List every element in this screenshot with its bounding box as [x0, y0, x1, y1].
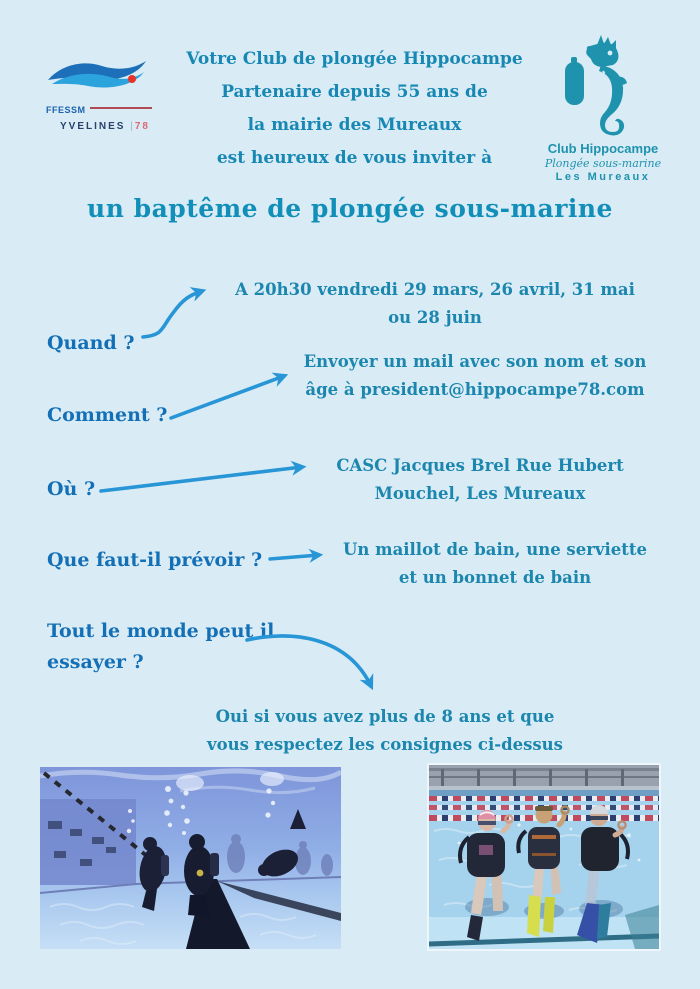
intro-line: Votre Club de plongée Hippocampe: [186, 49, 523, 69]
red-dot-icon: [128, 75, 136, 83]
answer-line: A 20h30 vendredi 29 mars, 26 avril, 31 mai: [235, 280, 635, 299]
club-hippocampe-logo: [538, 33, 668, 183]
ffessm-acronym: FFESSM: [46, 105, 86, 115]
answer-line: Un maillot de bain, une serviette: [342, 540, 648, 559]
answer-line: Envoyer un mail avec son nom et son: [303, 352, 647, 371]
question-line: essayer ?: [47, 651, 144, 673]
ffessm-department: 78: [134, 121, 150, 132]
answer-line: et un bonnet de bain: [398, 568, 592, 587]
ffessm-region: YVELINES: [60, 121, 126, 132]
ffessm-underline: [90, 107, 152, 109]
answer-line: Oui si vous avez plus de 8 ans et que: [215, 707, 555, 726]
seahorse-diver-icon: [553, 33, 653, 137]
arrow-quand-icon: [140, 284, 214, 346]
question-comment: Comment ?: [47, 404, 168, 426]
intro-line: la mairie des Mureaux: [247, 115, 462, 135]
page-title: un baptême de plongée sous-marine: [87, 194, 613, 223]
answer-essayer: [150, 703, 620, 759]
club-tagline: Plongée sous-marine: [544, 157, 662, 170]
answer-prevoir: [330, 536, 660, 592]
answer-line: Mouchel, Les Mureaux: [374, 484, 586, 503]
arrow-prevoir-icon: [268, 548, 334, 564]
club-name: Club Hippocampe: [547, 141, 659, 156]
divers-ok-sign-photo: [427, 763, 661, 951]
question-prevoir: Que faut-il prévoir ?: [47, 549, 263, 571]
ffessm-logo: [46, 56, 156, 132]
intro-text: [172, 50, 537, 182]
arrow-essayer-icon: [243, 626, 393, 708]
answer-line: ou 28 juin: [388, 308, 482, 327]
answer-ou: [290, 452, 670, 508]
intro-line: est heureux de vous inviter à: [216, 148, 493, 168]
answer-line: vous respectez les consignes ci-dessus: [207, 735, 563, 754]
ffessm-wave-icon: [46, 56, 150, 94]
club-city: Les Mureaux: [555, 171, 651, 183]
answer-quand: [200, 276, 670, 332]
arrow-ou-icon: [98, 458, 318, 498]
intro-line: Partenaire depuis 55 ans de: [221, 82, 488, 102]
question-quand: Quand ?: [47, 332, 135, 354]
question-line: Tout le monde peut il: [47, 620, 275, 642]
answer-line: âge à president@hippocampe78.com: [305, 380, 645, 399]
answer-comment: [280, 348, 670, 404]
question-ou: Où ?: [47, 478, 96, 500]
underwater-divers-photo: [40, 767, 341, 949]
ffessm-separator: |: [130, 121, 135, 132]
arrow-comment-icon: [168, 366, 300, 422]
answer-line: CASC Jacques Brel Rue Hubert: [336, 456, 624, 475]
